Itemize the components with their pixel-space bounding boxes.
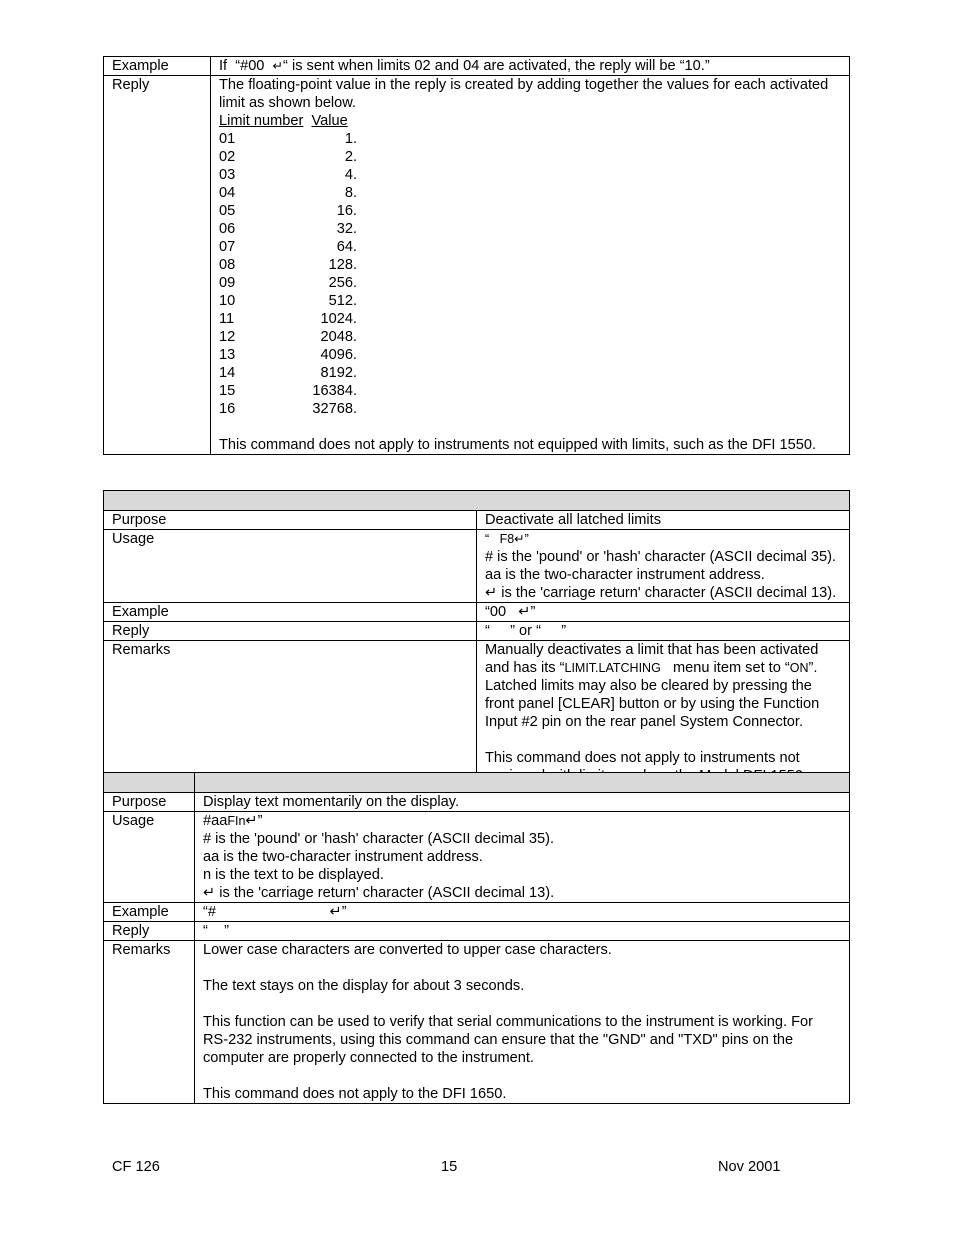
limit-row — [219, 238, 841, 256]
usage-syntax: #aaFIn↵” — [203, 813, 263, 829]
purpose-row — [104, 511, 850, 530]
limit-value: 32768. — [312, 401, 357, 417]
footer-date: Nov 2001 — [718, 1159, 781, 1175]
limit-number: 15 — [219, 383, 236, 399]
limit-value: 1024. — [320, 311, 357, 327]
usage-line: ↵ is the 'carriage return' character (ASCII decimal 13). — [485, 585, 837, 601]
limit-number: 03 — [219, 167, 236, 183]
limit-value: 32. — [336, 221, 357, 237]
reply-intro: The floating-point value in the reply is created by adding together the values for each activated limit as shown below. — [219, 77, 829, 111]
usage-content — [477, 530, 850, 603]
limit-number: 07 — [219, 239, 236, 255]
limit-row — [219, 310, 841, 328]
row-label: Remarks — [104, 641, 477, 786]
limit-number: 14 — [219, 365, 236, 381]
limit-value-list — [219, 130, 841, 418]
row-label: Reply — [104, 622, 477, 641]
example-text: If “#00 ↵“ is sent when limits 02 and 04 are activated, the reply will be “10.” — [211, 57, 850, 76]
limit-number: 05 — [219, 203, 236, 219]
limit-number: 01 — [219, 131, 236, 147]
purpose-text: Deactivate all latched limits — [477, 511, 850, 530]
limit-value: 256. — [328, 275, 357, 291]
limit-value: 128. — [328, 257, 357, 273]
row-label: Usage — [104, 530, 477, 603]
limit-row — [219, 346, 841, 364]
row-label: Example — [104, 903, 195, 922]
remarks-paragraph: This function can be used to verify that serial communications to the instrument is working. For RS-232 instruments, using this command can ensure that the "GND" and "TXD" pins on the computer are properly connected to the instrument. — [203, 1014, 813, 1066]
reply-row — [104, 76, 850, 455]
row-label: Remarks — [104, 941, 195, 1104]
limit-value: 8192. — [320, 365, 357, 381]
limit-number: 08 — [219, 257, 236, 273]
usage-content — [195, 812, 850, 903]
limit-row — [219, 256, 841, 274]
row-label: Purpose — [104, 511, 477, 530]
remarks-content — [195, 941, 850, 1104]
limit-value: 2. — [344, 149, 357, 165]
example-row — [104, 603, 850, 622]
remarks-content — [477, 641, 850, 786]
limit-value: 4096. — [320, 347, 357, 363]
limit-table-header — [219, 112, 841, 130]
remarks-paragraph: This command does not apply to the DFI 1650. — [203, 1086, 507, 1102]
limit-value: 8. — [344, 185, 357, 201]
purpose-row — [104, 793, 850, 812]
row-label: Example — [104, 57, 211, 76]
limit-value: 4. — [344, 167, 357, 183]
remarks-row — [104, 941, 850, 1104]
limit-row — [219, 382, 841, 400]
usage-syntax: “ F8↵” — [485, 532, 529, 546]
purpose-text: Display text momentarily on the display. — [195, 793, 850, 812]
limit-number: 13 — [219, 347, 236, 363]
example-row — [104, 57, 850, 76]
limit-number: 04 — [219, 185, 236, 201]
usage-line: ↵ is the 'carriage return' character (ASCII decimal 13). — [203, 885, 555, 901]
remarks-paragraph: The text stays on the display for about 3 seconds. — [203, 978, 525, 994]
reply-row — [104, 922, 850, 941]
limit-value: 64. — [336, 239, 357, 255]
limit-number: 11 — [219, 311, 235, 327]
row-label: Example — [104, 603, 477, 622]
command-header-row — [104, 773, 850, 793]
example-text: “00 ↵” — [477, 603, 850, 622]
limit-row — [219, 400, 841, 418]
limit-row — [219, 364, 841, 382]
limit-value: 1. — [344, 131, 357, 147]
usage-row — [104, 530, 850, 603]
example-text: “# ↵” — [195, 903, 850, 922]
limit-value: 2048. — [320, 329, 357, 345]
row-label: Usage — [104, 812, 195, 903]
display-text-table — [103, 772, 850, 1104]
limit-row — [219, 292, 841, 310]
usage-line: n is the text to be displayed. — [203, 867, 384, 883]
remarks-paragraph: This command does not apply to instruments not — [485, 750, 800, 766]
limit-number: 16 — [219, 401, 236, 417]
carriage-return-icon: ↵ — [272, 59, 284, 73]
limit-row — [219, 328, 841, 346]
usage-line: aa is the two-character instrument address. — [485, 567, 765, 583]
row-label: Reply — [104, 76, 211, 455]
limit-row — [219, 166, 841, 184]
example-row — [104, 903, 850, 922]
limit-value: 16384. — [312, 383, 357, 399]
reply-note: This command does not apply to instruments not equipped with limits, such as the DFI 1550. — [219, 437, 817, 453]
limit-value: 512. — [328, 293, 357, 309]
reply-text: “ ” — [195, 922, 850, 941]
menu-value: ON — [789, 661, 809, 675]
reply-row — [104, 622, 850, 641]
limit-number: 06 — [219, 221, 236, 237]
limit-number: 10 — [219, 293, 236, 309]
row-label: Reply — [104, 922, 195, 941]
usage-line: # is the 'pound' or 'hash' character (ASCII decimal 35). — [485, 549, 837, 565]
limit-row — [219, 274, 841, 292]
limit-number: 12 — [219, 329, 236, 345]
remarks-paragraph: Lower case characters are converted to upper case characters. — [203, 942, 612, 958]
reply-content — [211, 76, 850, 455]
limit-row — [219, 148, 841, 166]
value-heading: Value — [311, 113, 348, 129]
reply-format-table — [103, 56, 850, 455]
limit-row — [219, 220, 841, 238]
usage-row — [104, 812, 850, 903]
menu-item-name: LIMIT.LATCHING — [564, 661, 661, 675]
row-label: Purpose — [104, 793, 195, 812]
reply-text: “ ” or “ ” — [477, 622, 850, 641]
deactivate-latched-limits-table — [103, 490, 850, 786]
footer-page-number: 15 — [441, 1159, 458, 1175]
limit-number-heading: Limit number — [219, 113, 304, 129]
footer-document-id: CF 126 — [112, 1159, 160, 1175]
remarks-row — [104, 641, 850, 786]
usage-line: aa is the two-character instrument address. — [203, 849, 483, 865]
usage-line: # is the 'pound' or 'hash' character (ASCII decimal 35). — [203, 831, 555, 847]
command-header-row — [104, 491, 850, 511]
remarks-paragraph: Manually deactivates a limit that has been activated and has its “LIMIT.LATCHING menu item set to “ON”. Latched limits may also be cleared by pressing the front panel [CLEAR] button or by using the Function Input #2 pin on the rear panel System Connector. — [485, 642, 820, 730]
limit-value: 16. — [336, 203, 357, 219]
limit-row — [219, 202, 841, 220]
limit-number: 09 — [219, 275, 236, 291]
limit-row — [219, 184, 841, 202]
limit-row — [219, 130, 841, 148]
limit-number: 02 — [219, 149, 236, 165]
